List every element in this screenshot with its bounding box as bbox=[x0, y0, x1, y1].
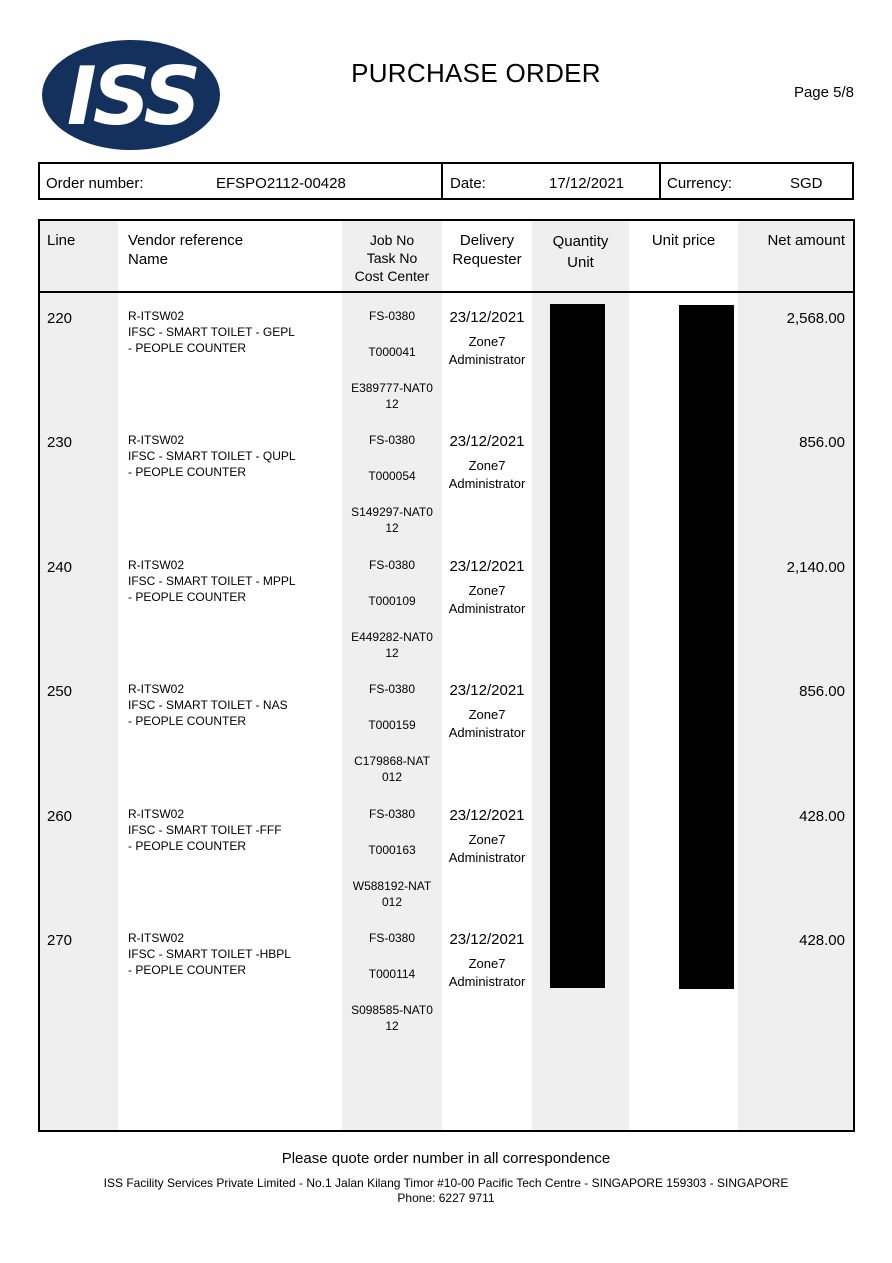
cost-center-code: E389777-NAT0 bbox=[351, 381, 433, 395]
col-header-cost-center: Cost Center bbox=[354, 268, 430, 284]
item-name: IFSC - SMART TOILET - GEPL bbox=[128, 325, 295, 339]
cost-center-code: S098585-NAT0 bbox=[351, 1003, 433, 1017]
job-no: FS-0380 bbox=[368, 558, 416, 572]
requester: Zone7 bbox=[468, 832, 506, 847]
cost-center-code-cont: 12 bbox=[385, 521, 399, 535]
col-header-unit: Unit bbox=[567, 254, 594, 271]
job-no: FS-0380 bbox=[368, 807, 416, 821]
divider bbox=[441, 164, 443, 198]
vendor-reference: R-ITSW02 bbox=[128, 807, 185, 821]
requester-cont: Administrator bbox=[448, 974, 526, 989]
job-no: FS-0380 bbox=[368, 931, 416, 945]
delivery-cell bbox=[442, 682, 532, 742]
delivery-cell bbox=[442, 433, 532, 493]
item-name-cont: - PEOPLE COUNTER bbox=[128, 590, 247, 604]
vendor-reference: R-ITSW02 bbox=[128, 309, 185, 323]
requester-cont: Administrator bbox=[448, 476, 526, 491]
col-header-job bbox=[342, 231, 442, 285]
col-header-job-no: Job No bbox=[369, 232, 415, 248]
col-header-net-amount: Net amount bbox=[767, 232, 845, 249]
cost-center bbox=[342, 629, 442, 661]
requester: Zone7 bbox=[468, 583, 506, 598]
task-no: T000054 bbox=[368, 469, 416, 483]
line-number: 260 bbox=[47, 808, 73, 825]
header-rule bbox=[40, 291, 853, 293]
item-name-cont: - PEOPLE COUNTER bbox=[128, 341, 247, 355]
item-name-cont: - PEOPLE COUNTER bbox=[128, 714, 247, 728]
vendor-cell bbox=[128, 432, 296, 480]
redaction-unit-price bbox=[679, 305, 734, 989]
task-no: T000159 bbox=[368, 718, 416, 732]
cost-center-code-cont: 012 bbox=[381, 895, 403, 909]
job-no: FS-0380 bbox=[368, 682, 416, 696]
delivery-date: 23/12/2021 bbox=[449, 558, 525, 575]
requester: Zone7 bbox=[468, 956, 506, 971]
cost-center-code-cont: 12 bbox=[385, 1019, 399, 1033]
company-address: ISS Facility Services Private Limited - No.1 Jalan Kilang Timor #10-00 Pacific Tech Centre - SINGAPORE 159303 - SINGAPORE bbox=[103, 1176, 789, 1190]
date-label: Date: bbox=[450, 175, 486, 192]
vendor-cell bbox=[128, 308, 295, 356]
net-amount: 856.00 bbox=[799, 683, 845, 700]
task-no: T000109 bbox=[368, 594, 416, 608]
delivery-cell bbox=[442, 931, 532, 991]
task-no: T000163 bbox=[368, 843, 416, 857]
item-name: IFSC - SMART TOILET - MPPL bbox=[128, 574, 296, 588]
order-header bbox=[38, 162, 854, 200]
requester-cont: Administrator bbox=[448, 850, 526, 865]
col-header-delivery bbox=[442, 231, 532, 269]
vendor-reference: R-ITSW02 bbox=[128, 931, 185, 945]
delivery-date: 23/12/2021 bbox=[449, 807, 525, 824]
item-name-cont: - PEOPLE COUNTER bbox=[128, 465, 247, 479]
col-header-qty: Quantity bbox=[552, 233, 609, 250]
requester-cont: Administrator bbox=[448, 352, 526, 367]
requester: Zone7 bbox=[468, 707, 506, 722]
vendor-reference: R-ITSW02 bbox=[128, 558, 185, 572]
line-number: 240 bbox=[47, 559, 73, 576]
col-header-vendor-ref: Vendor reference bbox=[128, 232, 244, 249]
cost-center bbox=[342, 1002, 442, 1034]
order-number: EFSPO2112-00428 bbox=[216, 175, 346, 192]
vendor-reference: R-ITSW02 bbox=[128, 433, 185, 447]
requester-cont: Administrator bbox=[448, 725, 526, 740]
cost-center bbox=[342, 504, 442, 536]
requester: Zone7 bbox=[468, 334, 506, 349]
cost-center-code: S149297-NAT0 bbox=[351, 505, 433, 519]
job-no: FS-0380 bbox=[368, 433, 416, 447]
item-name: IFSC - SMART TOILET -HBPL bbox=[128, 947, 291, 961]
requester-cont: Administrator bbox=[448, 601, 526, 616]
delivery-date: 23/12/2021 bbox=[449, 433, 525, 450]
item-name: IFSC - SMART TOILET -FFF bbox=[128, 823, 282, 837]
delivery-date: 23/12/2021 bbox=[449, 309, 525, 326]
company-phone: Phone: 6227 9711 bbox=[397, 1191, 495, 1205]
net-amount: 428.00 bbox=[799, 808, 845, 825]
iss-logo bbox=[40, 38, 222, 152]
task-no: T000114 bbox=[368, 967, 416, 981]
item-name: IFSC - SMART TOILET - QUPL bbox=[128, 449, 296, 463]
col-header-requester: Requester bbox=[452, 251, 522, 268]
redaction-quantity bbox=[550, 304, 605, 988]
vendor-reference: R-ITSW02 bbox=[128, 682, 185, 696]
line-number: 220 bbox=[47, 310, 73, 327]
vendor-cell bbox=[128, 930, 291, 978]
currency: SGD bbox=[790, 175, 823, 192]
task-no: T000041 bbox=[368, 345, 416, 359]
line-number: 270 bbox=[47, 932, 73, 949]
cost-center-code: E449282-NAT0 bbox=[351, 630, 433, 644]
order-date: 17/12/2021 bbox=[549, 175, 625, 192]
col-header-unit-price: Unit price bbox=[651, 232, 716, 249]
net-amount: 856.00 bbox=[799, 434, 845, 451]
cost-center bbox=[342, 380, 442, 412]
col-header-delivery-date: Delivery bbox=[459, 232, 515, 249]
vendor-cell bbox=[128, 681, 288, 729]
cost-center-code-cont: 12 bbox=[385, 646, 399, 660]
vendor-cell bbox=[128, 806, 282, 854]
order-lines-table bbox=[38, 219, 855, 1132]
line-number: 250 bbox=[47, 683, 73, 700]
cost-center-code: C179868-NAT bbox=[354, 754, 430, 768]
net-amount: 2,140.00 bbox=[786, 559, 845, 576]
requester: Zone7 bbox=[468, 458, 506, 473]
cost-center-code-cont: 012 bbox=[381, 770, 403, 784]
item-name-cont: - PEOPLE COUNTER bbox=[128, 839, 247, 853]
line-number: 230 bbox=[47, 434, 73, 451]
cost-center bbox=[342, 878, 442, 910]
net-amount: 2,568.00 bbox=[786, 310, 845, 327]
col-header-quantity bbox=[532, 231, 629, 273]
divider bbox=[659, 164, 661, 198]
cost-center bbox=[342, 753, 442, 785]
net-amount: 428.00 bbox=[799, 932, 845, 949]
footer-address bbox=[0, 1176, 892, 1206]
order-number-label: Order number: bbox=[46, 175, 144, 192]
delivery-cell bbox=[442, 807, 532, 867]
cost-center-code-cont: 12 bbox=[385, 397, 399, 411]
page-number: Page 5/8 bbox=[793, 84, 854, 101]
col-header-task-no: Task No bbox=[366, 250, 418, 266]
vendor-cell bbox=[128, 557, 296, 605]
item-name: IFSC - SMART TOILET - NAS bbox=[128, 698, 288, 712]
delivery-date: 23/12/2021 bbox=[449, 931, 525, 948]
col-header-name: Name bbox=[128, 251, 169, 268]
delivery-cell bbox=[442, 558, 532, 618]
currency-label: Currency: bbox=[667, 175, 733, 192]
page-title: PURCHASE ORDER bbox=[351, 58, 601, 88]
col-header-line: Line bbox=[47, 232, 76, 249]
delivery-date: 23/12/2021 bbox=[449, 682, 525, 699]
footer-note: Please quote order number in all correspondence bbox=[281, 1150, 611, 1167]
logo-text: ISS bbox=[66, 50, 198, 143]
cost-center-code: W588192-NAT bbox=[352, 879, 432, 893]
job-no: FS-0380 bbox=[368, 309, 416, 323]
col-header-vendor bbox=[128, 231, 243, 269]
item-name-cont: - PEOPLE COUNTER bbox=[128, 963, 247, 977]
delivery-cell bbox=[442, 309, 532, 369]
